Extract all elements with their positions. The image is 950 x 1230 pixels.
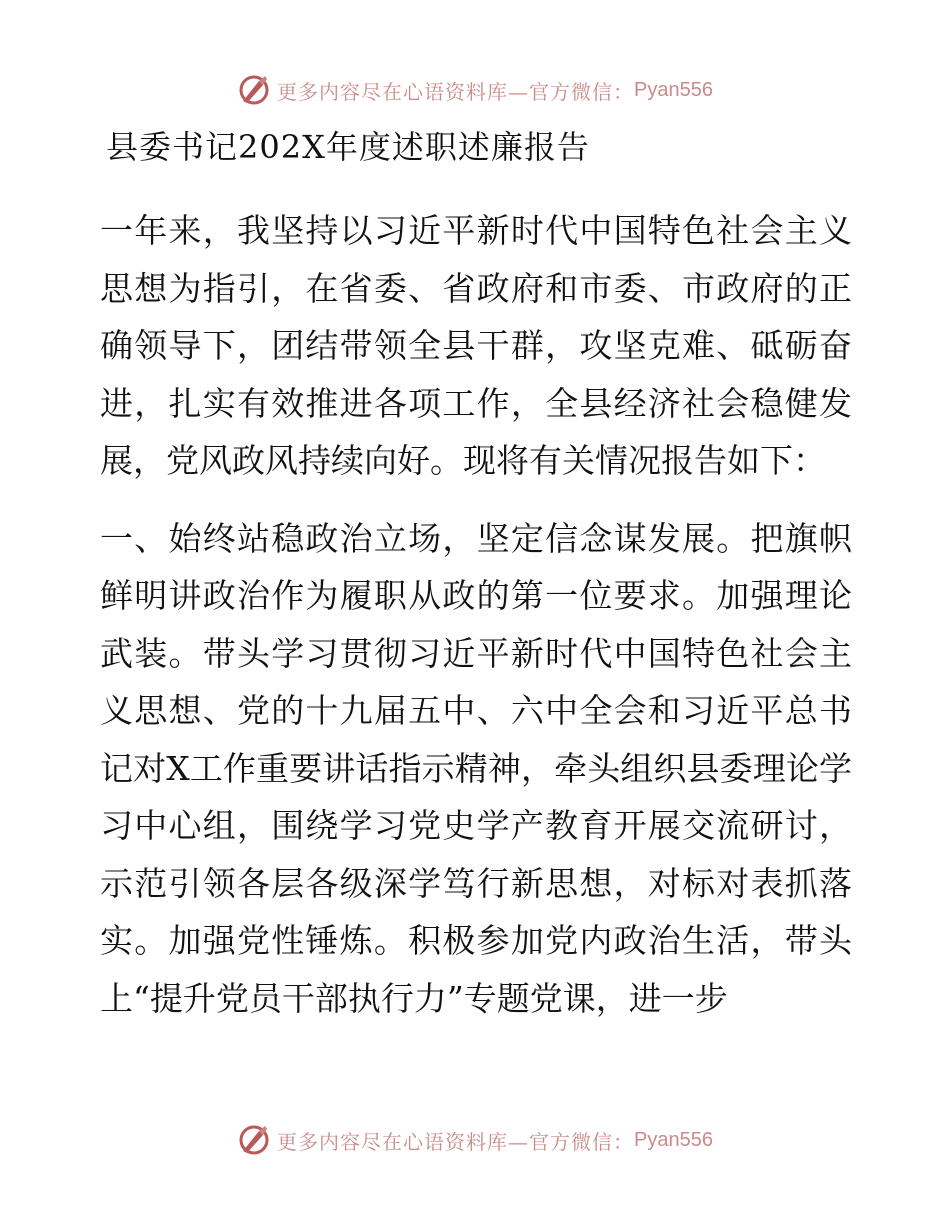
header-banner	[0, 70, 950, 110]
banner-text: 更多内容尽在心语资料库—官方微信：	[277, 79, 635, 104]
paragraph-section-one: 一、始终站稳政治立场，坚定信念谋发展。把旗帜鲜明讲政治作为履职从政的第一位要求。加强理论武装。带头学习贯彻习近平新时代中国特色社会主义思想、党的十九届五中、六中全会和习近平总书记对X工作重要讲话指示精神，牵头组织县委理论学习中心组，围绕学习党史学产教育开展交流研讨，示范引领各层各级深学笃行新思想，对标对表抓落实。加强党性锤炼。积极参加党内政治生活，带头上“提升党员干部执行力”专题党课，进一步	[100, 518, 852, 1018]
quill-pen-logo-icon	[237, 73, 271, 107]
banner-wechat-id: Pyan556	[634, 1128, 713, 1151]
document-title: 县委书记202X年度述职述廉报告	[106, 128, 590, 166]
footer-banner	[0, 1120, 950, 1160]
paragraph-intro: 一年来，我坚持以习近平新时代中国特色社会主义思想为指引，在省委、省政府和市委、市政府的正确领导下，团结带领全县干群，攻坚克难、砥砺奋进，扎实有效推进各项工作，全县经济社会稳健发展，党风政风持续向好。现将有关情况报告如下：	[100, 211, 852, 480]
banner-wechat-id: Pyan556	[634, 78, 713, 101]
document-body	[100, 122, 852, 1027]
quill-pen-logo-icon	[237, 1123, 271, 1157]
banner-text: 更多内容尽在心语资料库—官方微信：	[277, 1129, 635, 1154]
